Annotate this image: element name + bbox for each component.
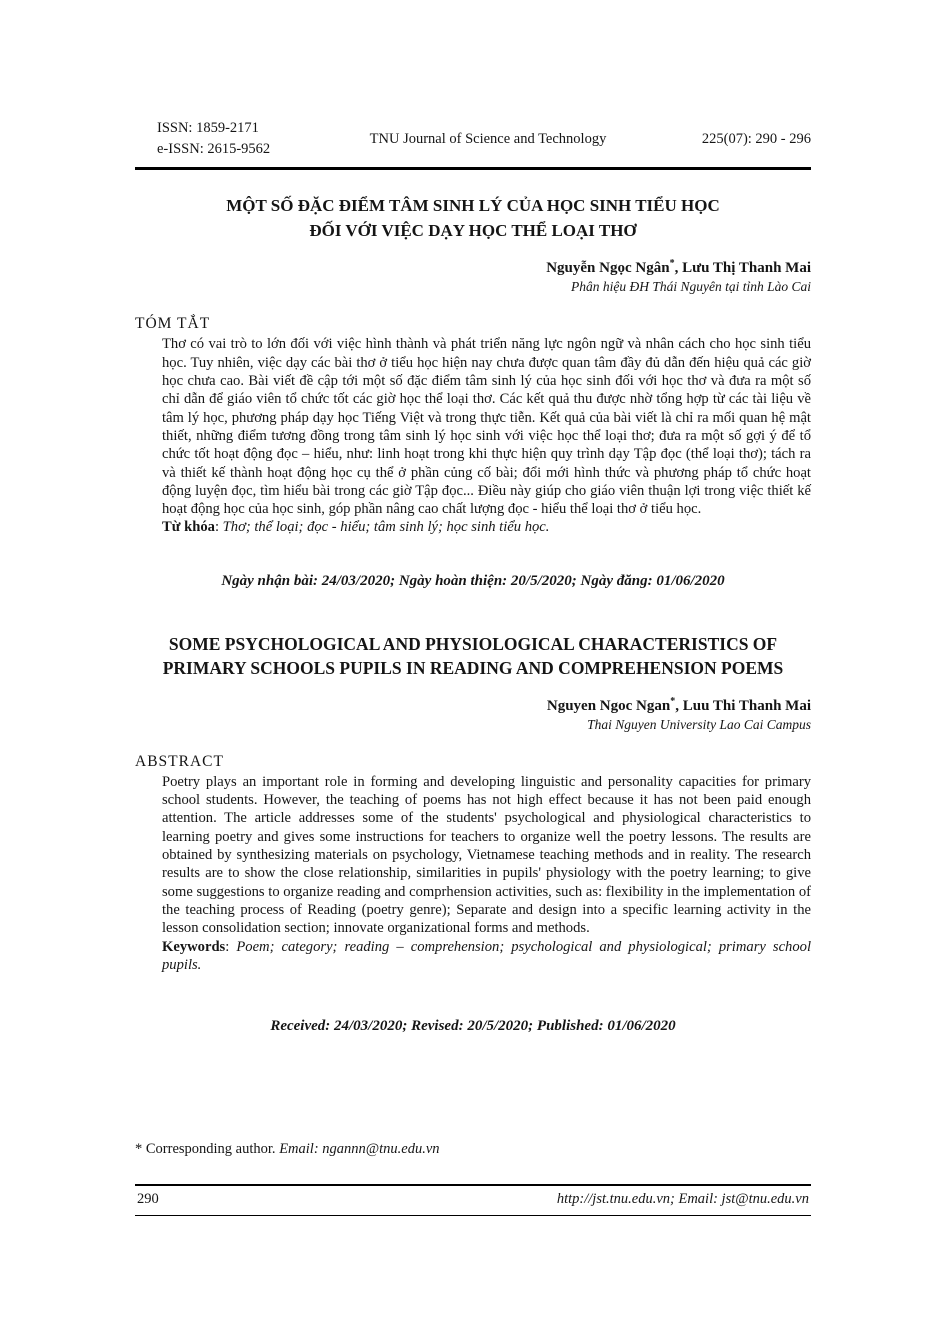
abstract-text-en: Poetry plays an important role in forming and developing linguistic and personality capacities for primary school students. However, the teaching of poems has not high effect because it has not been paid enough attention. The article addresses some of the students' psychological and physiological characteristics to learning poetry and gives some instructions for teachers to organize well the poetry lessons. The results are obtained by synthesizing materials on psychology, Vietnamese teaching methods and in reality. The research results are to show the close relationship, similarities in pupils' physiology with the poetry learning; to give some suggestions to organize reading and comprhension activities, such as: flexibility in the implementation of the teaching process of Reading (poetry genre); Separate and design into a specific learning activity in the lesson consolidation section; innovate organizational forms and methods. [162, 773, 811, 937]
eissn: e-ISSN: 2615-9562 [157, 141, 271, 158]
authors-block-en [135, 696, 811, 733]
abstract-heading-en: ABSTRACT [135, 752, 224, 770]
dates-line-vi: Ngày nhận bài: 24/03/2020; Ngày hoàn thiện: 20/5/2020; Ngày đăng: 01/06/2020 [221, 572, 725, 589]
author-name-secondary-en: , Luu Thi Thanh Mai [675, 697, 811, 714]
article-title-en [135, 632, 811, 681]
author-name-secondary-vi: , Lưu Thị Thanh Mai [674, 260, 811, 277]
article-title-vi-line2: ĐỐI VỚI VIỆC DẠY HỌC THỂ LOẠI THƠ [309, 220, 637, 240]
keywords-vi [162, 518, 811, 536]
footnote-email: Email: ngannn@tnu.edu.vn [279, 1141, 440, 1157]
page-footer [135, 1184, 811, 1216]
footer-row [135, 1186, 811, 1215]
journal-url: http://jst.tnu.edu.vn; Email: jst@tnu.edu.vn [556, 1191, 809, 1207]
article-page [135, 0, 811, 1035]
authors-vi [135, 258, 811, 277]
article-title-vi [135, 194, 811, 243]
issn: ISSN: 1859-2171 [157, 120, 259, 136]
author-name-primary-en: Nguyen Ngoc Ngan [546, 697, 671, 714]
header-divider [135, 167, 811, 170]
keywords-separator-vi: : [214, 519, 223, 536]
keywords-label-vi: Từ khóa [162, 519, 215, 536]
corresponding-author-mark-vi: * [669, 258, 675, 270]
corresponding-author-mark-en: * [670, 695, 676, 707]
page-number: 290 [137, 1191, 159, 1207]
journal-title: TNU Journal of Science and Technology [369, 130, 607, 147]
journal-header [135, 118, 811, 160]
keywords-separator-en: : [225, 938, 237, 955]
authors-block-vi [135, 258, 811, 295]
footer-divider-bottom [135, 1215, 811, 1216]
corresponding-author-footnote [135, 1141, 811, 1158]
author-name-primary-vi: Nguyễn Ngọc Ngân [546, 260, 670, 277]
article-title-en-line1: SOME PSYCHOLOGICAL AND PHYSIOLOGICAL CHARACTERISTICS OF [168, 633, 778, 654]
affiliation-vi: Phân hiệu ĐH Thái Nguyên tại tỉnh Lào Cai [570, 279, 811, 295]
abstract-heading-vi: TÓM TẮT [135, 315, 211, 333]
authors-en [135, 696, 811, 715]
footnote-text: * Corresponding author. [135, 1141, 280, 1157]
article-title-en-line2: PRIMARY SCHOOLS PUPILS IN READING AND COMPREHENSION POEMS [162, 658, 784, 679]
keywords-label-en: Keywords [162, 938, 226, 955]
keywords-text-en: Poem; category; reading – comprehension; psychological and physiological; primary school pupils. [162, 938, 812, 973]
article-title-vi-line1: MỘT SỐ ĐẶC ĐIỂM TÂM SINH LÝ CỦA HỌC SINH TIỂU HỌC [226, 196, 720, 216]
keywords-text-vi: Thơ; thể loại; đọc - hiểu; tâm sinh lý; học sinh tiểu học. [222, 519, 550, 536]
affiliation-en: Thai Nguyen University Lao Cai Campus [587, 716, 811, 732]
issue-pages: 225(07): 290 - 296 [701, 130, 811, 147]
keywords-en [162, 938, 811, 975]
issn-block [135, 118, 330, 160]
abstract-text-vi: Thơ có vai trò to lớn đối với việc hình thành và phát triển năng lực ngôn ngữ và nhân cách cho học sinh tiểu học. Tuy nhiên, việc dạy các bài thơ ở tiểu học hiện nay chưa được quan tâm đầy đủ dẫn đến hiệu quả các giờ học chưa cao. Bài viết đề cập tới một số đặc điểm tâm sinh lý của học sinh đối với học thơ và đưa ra một số chỉ dẫn để giáo viên tổ chức tốt các giờ học thể loại thơ. Các kết quả thu được nhờ tổng hợp từ các tài liệu về tâm lý học, phương pháp dạy học Tiếng Việt và trong thực tiễn. Kết quả của bài viết là chỉ ra mối quan hệ mật thiết, những điểm tương đồng trong tâm sinh lý học sinh với việc học thể loại thơ; đưa ra một số gợi ý để tổ chức tốt hoạt động đọc – hiểu, như: linh hoạt trong khi thực hiện quy trình dạy Tập đọc (thể loại thơ); tách ra và thiết kế thành hoạt động học cụ thể ở phần củng cố bài; đổi mới hình thức và phương pháp tổ chức hoạt động luyện đọc, tìm hiểu bài trong các giờ Tập đọc... Điều này giúp cho giáo viên thuận lợi trong việc thiết kế hoạt động học của học sinh, góp phần nâng cao chất lượng đọc - hiểu thể loại thơ ở tiểu học. [162, 336, 811, 518]
dates-line-en: Received: 24/03/2020; Revised: 20/5/2020; Published: 01/06/2020 [270, 1018, 676, 1035]
